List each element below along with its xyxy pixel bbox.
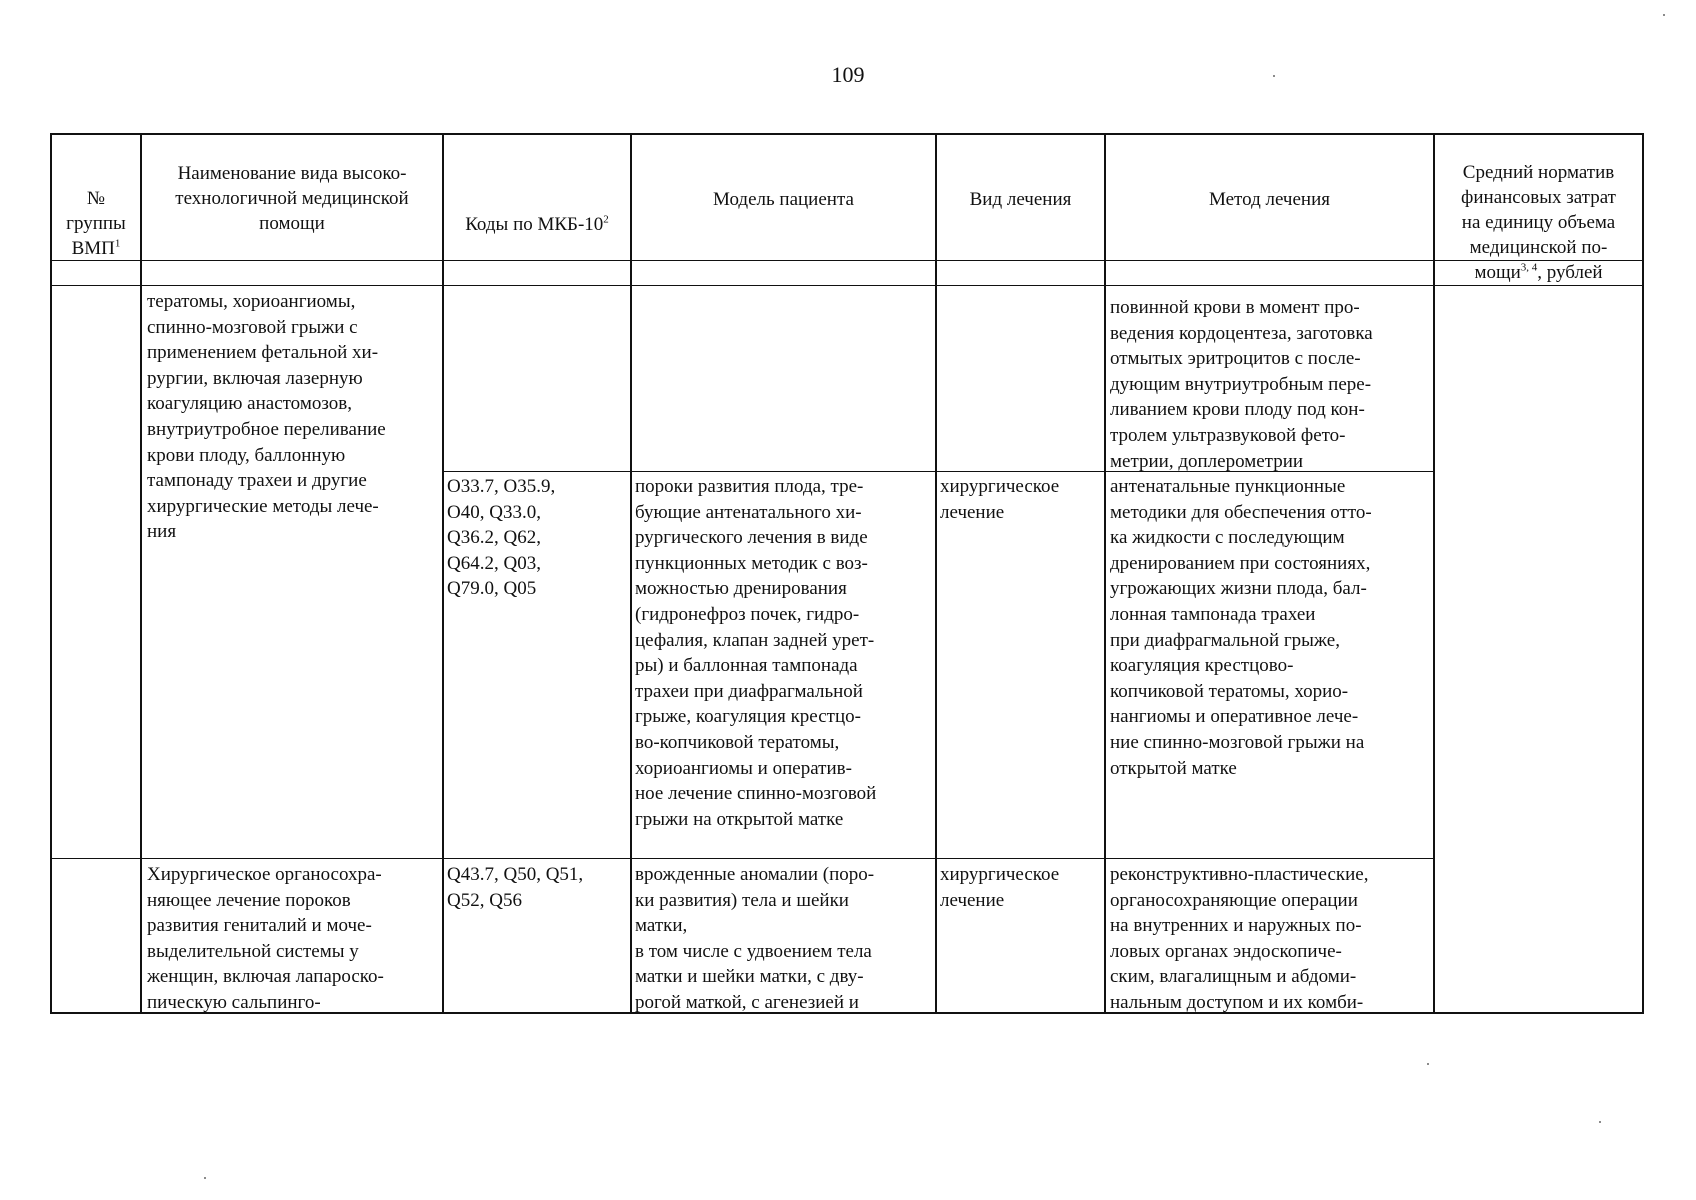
header-bottom-line	[52, 260, 1642, 261]
header-care-type-name: Наименование вида высоко- технологичной медицинской помощи	[175, 163, 409, 234]
row1-care-type-name: тератомы, хориоангиомы, спинно-мозговой грыжи с применением фетальной хи- рургии, включая лазерную коагуляцию анастомозов, внутриутробное переливание крови плоду, баллонную тампонаду трахеи и другие хирургические методы лече- ния	[147, 291, 386, 543]
header-treatment-type: Вид лечения	[969, 189, 1072, 210]
row2-icd-codes: Q43.7, Q50, Q51, Q52, Q56	[447, 864, 584, 911]
row1-patient-model: пороки развития плода, тре- бующие антенатального хи- рургического лечения в виде пункционных методик с воз- можностью дренирования (гидронефроз почек, гидро- цефалия, клапан задней урет- ры) и баллонная тампонада трахеи при диафрагмальной грыже, коагуляция крестцо- во-копчиковой тератомы, хориоангиомы и оператив- ное лечение спинно-мозговой грыжи на открытой матке	[635, 476, 877, 830]
header-cost-standard: Средний норматив финансовых затрат на единицу объема медицинской по- мощи$^{3, 4}$, рублей	[1461, 162, 1616, 283]
column-divider	[1104, 135, 1106, 1012]
scan-speck	[204, 1177, 206, 1179]
scan-speck	[1663, 14, 1665, 16]
vmp-table	[50, 133, 1644, 1014]
row-divider	[52, 858, 1434, 859]
row2-treatment-method: реконструктивно-пластические, органосохраняющие операции на внутренних и наружных по- ловых органах эндоскопиче- ским, влагалищным и абдоми- нальным доступом и их комби-	[1110, 864, 1369, 1013]
row1-icd-codes: О33.7, О35.9, О40, Q33.0, Q36.2, Q62, Q64.2, Q03, Q79.0, Q05	[447, 476, 556, 600]
row1-treatment-type: хирургическое лечение	[940, 476, 1060, 523]
page-number: 109	[831, 62, 865, 87]
row1-treatment-method: антенатальные пункционные методики для обеспечения отто- ка жидкости с последующим дренированием при состояниях, угрожающих жизни плода, бал- лонная тампонада трахеи при диафрагмальной грыже, коагуляция крестцово- копчиковой тератомы, хорио- нангиомы и оперативное лече- ние спинно-мозговой грыжи на открытой матке	[1110, 476, 1372, 779]
row1-method-continued: повинной крови в момент про- ведения кордоцентеза, заготовка отмытых эритроцитов с после- дующим внутриутробным пере- ливанием крови плоду под кон- тролем ультразвуковой фето- метрии, доплерометрии	[1110, 297, 1373, 472]
scan-speck	[1427, 1063, 1429, 1065]
header-icd-codes: Коды по МКБ-$10^2$	[465, 213, 609, 235]
column-divider	[442, 135, 444, 1012]
header-patient-model: Модель пациента	[713, 189, 854, 210]
column-divider	[935, 135, 937, 1012]
header-group-number: № группы ВМП$^1$	[66, 188, 126, 259]
scan-speck	[1273, 75, 1275, 77]
header-treatment-method: Метод лечения	[1208, 189, 1330, 210]
row2-treatment-type: хирургическое лечение	[940, 864, 1060, 911]
column-divider	[630, 135, 632, 1012]
row2-care-type-name: Хирургическое органосохра- няющее лечение пороков развития гениталий и моче- выделительной системы у женщин, включая лапароско- пическую сальпинго-	[147, 864, 384, 1013]
scan-speck	[1599, 1121, 1601, 1123]
column-divider	[140, 135, 142, 1012]
row2-patient-model: врожденные аномалии (поро- ки развития) тела и шейки матки, в том числе с удвоением тела матки и шейки матки, с дву- рогой маткой, с агенезией и	[635, 864, 875, 1013]
number-row-bottom-line	[52, 285, 1642, 286]
